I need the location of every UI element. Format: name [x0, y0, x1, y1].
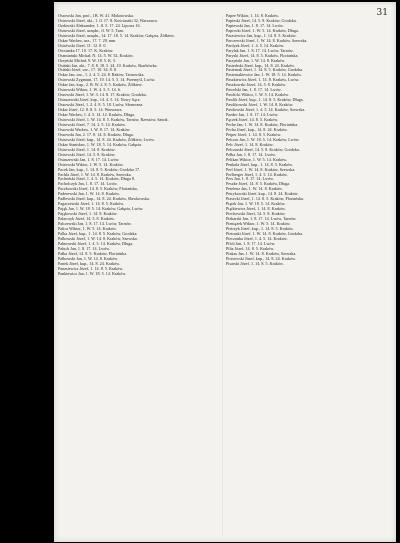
- entry-text: Papiewski Jan, 1. 8. 17. 14. Lwów.: [226, 22, 284, 28]
- entry-text: Padlewski Józef, kup., 14. 8. 24. Kraków, Sławkowska.: [58, 196, 150, 202]
- entry-text: Pers Jan, 1. 8. 17. 14. Lwów.: [226, 176, 274, 182]
- entry-text: Petrykowski Józef, kup., 14. 8. 24. Kraków.: [226, 191, 299, 197]
- entry-text: Pankiewicz Jan, 1. W. 18. 5. 14. Kraków.: [58, 270, 127, 276]
- entry-text: Ostaszewski Jan, 1. 8. 17. 14. Lwów.: [58, 156, 120, 162]
- entry-text: Petelenz Jan, 1. W. 14. 8. Kraków.: [226, 186, 283, 192]
- entry-text: Ossowski Józef, 1. 2. 4. 8. 5. 18. Lwów, Słoneczna.: [58, 102, 144, 108]
- entry-text: Peche Jan, 1. W. 14. 8. Kraków, Floriańska.: [226, 121, 299, 127]
- entry-text: Oskar Wacław, 1. 4. 5. 14. 12. Kraków, Długa.: [58, 112, 136, 118]
- entry-text: Ostrowski Józef, kup., 14. 8. 24. Kraków, Żółkiew, Lwów.: [58, 136, 155, 142]
- entry-text: Piasecki Józef, 1. 14. 8. 5. Kraków, Floriańska.: [226, 196, 305, 202]
- entry-text: Oskar Jan, urz., 1. 2. 4. 5. 24. 8. Raków, Tarnowska.: [58, 72, 145, 78]
- entry-text: Pacek Jan, kup., 1. 14. 8. 5. Kraków, Grodzka 17.: [58, 166, 141, 172]
- entry-text: Pagaczewski Józef, 1. 14. 8. 5. Kraków.: [58, 201, 124, 207]
- entry-text: Pasternakiewicz Jan, 1. W. 18. 5. 14. Kraków.: [226, 72, 302, 78]
- entry-text: Pałkowski Jan, 1. W. 14. 8. Kraków.: [58, 255, 119, 261]
- entry-text: Perlberger Józef, 1. 4. 5. 14. Kraków.: [226, 171, 288, 177]
- entry-text: Pisarski Józef, 1. 14. 8. 5. Kraków.: [226, 260, 284, 266]
- entry-text: Pinkas Jan, 1. W. 14. 8. Kraków, Szewska.: [226, 250, 297, 256]
- entry-text: Ostrowski Zygmunt, 17. 10. 14. 5. 5. 14. Przemyśl, Lwów.: [58, 77, 156, 83]
- entry-text: Ossowski Wacław, 1. W. 8. 17. 14. Kraków.: [58, 126, 131, 132]
- entry-text: Piekarski Jan, 1. 8. 17. 14. Lwów, Tarnów.: [226, 216, 297, 222]
- entry-text: Oszmiański Michał, N. 14. 5. W. 52, Kraków.: [58, 52, 134, 58]
- entry-text: Pawłowski Józef, 1. 4. 5. 14. Kraków, Szewska.: [226, 107, 306, 113]
- entry-text: Panasiewicz Józef, 1. 14. 8. 5. Kraków.: [58, 265, 124, 271]
- directory-entry: [58, 272, 218, 277]
- entry-text: Pasternak Józef, 1. 14. 8. 5. Kraków, Grodzka.: [226, 67, 304, 73]
- entry-text: Oskar Stanisław, 1. W. 18. 5. 14. Kraków, Gałęzia.: [58, 141, 142, 147]
- entry-text: Papee Wiktor, 1. 14. 8. Kraków.: [226, 14, 279, 18]
- entry-text: Palica Wiktor, 1. W. 5. 14. Kraków.: [58, 225, 117, 231]
- entry-text: Pazdro Jan, 1. 8. 17. 14. Lwów.: [226, 112, 279, 118]
- column-divider: [222, 16, 223, 536]
- entry-text: Pelikan Wiktor, 1. W. 5. 14. Kraków.: [226, 156, 287, 162]
- entry-text: Ostrowski Wiktor, 1. W. 4. 5. 5. 14. 6.: [58, 87, 121, 93]
- entry-text: Paczkowski Józef, 14. 8. 5. Kraków, Floriańska.: [58, 186, 138, 192]
- entry-text: Piątek Jan, 1. W. 18. 5. 14. Kraków.: [226, 201, 286, 207]
- document-page: [54, 2, 396, 542]
- entry-text: Pelczar Jan, 1. W. 18. 5. 14. Kraków, Lwów.: [226, 136, 300, 142]
- entry-text: Piechowski Józef, 14. 5. 8. Kraków.: [226, 211, 286, 217]
- entry-text: Ostrówski Józef, 11. 12. 8. 0.: [58, 42, 107, 48]
- entry-text: Paprocki Józef, 1. W. 5. 14. Kraków, Długa.: [226, 27, 299, 33]
- entry-text: Ostrowski Józef, 14. 5. 8. Kraków.: [58, 151, 116, 157]
- entry-text: Pieniążek Wiktor, 1. W. 5. 14. Kraków.: [226, 221, 291, 227]
- entry-text: Parylak Jan, 1. 8. 17. 14. Lwów, Tarnów.: [226, 47, 294, 53]
- page-number: 31: [376, 8, 388, 18]
- entry-text: Paderewski Jan, 1. W. 14. 8. Kraków.: [58, 191, 120, 197]
- entry-text: Pachla Józef, 1. W. 14. 8. Kraków, Szewska.: [58, 171, 132, 177]
- entry-text: Ozdowski Aleksander, 1. fl. 5. 17. 24. Lipowa 16.: [58, 22, 141, 28]
- entry-text: Pawlik Józef, kup., 1. 14. 8. 5. Kraków, Długa.: [226, 97, 304, 103]
- entry-text: Ossowski Józef, 1. W. 3. 14. 8. 17. Kraków, Grodzka.: [58, 92, 147, 98]
- entry-text: Piltz Józef, 14. 8. 5. Kraków.: [226, 245, 275, 251]
- entry-text: Pecha Józef, kup., 14. 8. 24. Kraków.: [226, 126, 288, 132]
- entry-text: Oskar Jan, kup., 2. B. W. 2. 8. 5. Kraków, Żółkiew.: [58, 82, 143, 88]
- left-column: [58, 14, 218, 538]
- entry-text: Osiński Józef, urz., 17. 10. 34. 8. 8.: [58, 67, 117, 73]
- entry-text: Pełka Jan, 1. 8. 17. 14. Lwów.: [226, 151, 276, 157]
- entry-text: Pardyak Józef, 1. 4. 5. 14. Kraków.: [226, 42, 285, 48]
- entry-text: Oskar Wacław, urz., 17. 7. 29, mm.: [58, 37, 117, 43]
- entry-text: Pasierbski Józef, kup., 14. 8. 24. Kraków.: [226, 62, 295, 68]
- entry-text: Pawlicki Wiktor, 1. W. 5. 14. Kraków.: [226, 92, 290, 98]
- entry-text: Pietrzyk Józef, kup., 1. 14. 8. 5. Kraków.: [226, 225, 294, 231]
- entry-text: Penkala Józef, kup., 1. 14. 8. 5. Kraków.: [226, 161, 294, 167]
- entry-text: Ostrowski Józef, akt., 1. fl. 17. 8. Kościuszki 32, Warszawa.: [58, 17, 158, 23]
- entry-text: Pączek Józef, 14. 8. 5. Kraków.: [226, 117, 279, 123]
- entry-text: Palarczyk Józef, 14. 5. 8. Kraków.: [58, 216, 115, 222]
- entry-text: Paluch Jan, 1. 8. 17. 14. Lwów.: [58, 245, 110, 251]
- entry-text: Paszkiewicz Józef, 1. 14. 8. Kraków, Lwów.: [226, 77, 300, 83]
- entry-text: Orzyński Michał, 9. W. 18. 5. K. 5.: [58, 57, 117, 63]
- entry-text: Parasiewicz Jan, kup., 1. 14. 8. 5. Kraków.: [226, 32, 297, 38]
- entry-text: Ostaszewski Józef, kup., 14. 4. 5. 14. Nowy Sącz.: [58, 97, 141, 103]
- entry-text: Owsianka 17. 10. 17. K. Kraków.: [58, 47, 114, 53]
- right-column: [226, 14, 386, 538]
- entry-text: Pelc Józef, 1. 14. 8. Kraków.: [226, 141, 274, 147]
- entry-text: Ossowski Jan, 2. 17. 8. 14. 8. Kraków, Długa.: [58, 131, 134, 137]
- entry-text: Pelczarski Józef, 14. 5. 8. Kraków, Grodzka.: [226, 146, 300, 152]
- entry-text: Ostrowski Józef, 7. 14. 2. 5. 14. Kraków.: [58, 121, 126, 127]
- entry-text: Ostrowski Józef, 1. W. 14. 8. 5. Kraków, Tarnów, Rzeszów, Sanok.: [58, 117, 169, 123]
- entry-text: Pawlikowski Józef, 1. W. 14. 8. Kraków.: [226, 102, 294, 108]
- entry-text: Pająkowski Józef, 1. 14. 8. Kraków.: [58, 211, 118, 217]
- entry-text: Peszke Józef, 14. 8. 5. Kraków, Długa.: [226, 181, 291, 187]
- entry-text: Pacholczyk Jan, 1. 8. 17. 14. Lwów.: [58, 181, 118, 187]
- entry-text: Palkowski Józef, 1. W. 14. 8. Kraków, Szewska.: [58, 235, 138, 241]
- entry-text: Palczewski Jan, 1. 8. 17. 14. Lwów, Tarnów.: [58, 221, 132, 227]
- directory-entry: [226, 262, 386, 267]
- entry-text: Ostrowski Józef, 1. 14. 8. Kraków.: [58, 146, 116, 152]
- entry-text: Parzyński Jan, 1. W. 14. 8. Kraków.: [226, 57, 286, 63]
- entry-text: Palka Józef, kup., 1. 14. 8. 5. Kraków, Grodzka.: [58, 230, 138, 236]
- entry-text: Paryski Józef, 14. 8. 5. Kraków, Floriańska.: [226, 52, 299, 58]
- entry-text: Ossowski Jan, prof., 1B. W. 41. Mokotowska.: [58, 14, 135, 18]
- entry-text: Panek Józef, kup., 14. 8. 24. Kraków.: [58, 260, 120, 266]
- entry-text: Ostrowski Józef, urzędn., fl. W. 5. Tam.: [58, 27, 124, 33]
- entry-text: Paszkowski Józef, 14. 5. 8. Kraków.: [226, 82, 287, 88]
- entry-text: Perl Józef, 1. W. 14. 8. Kraków, Szewska.: [226, 166, 296, 172]
- entry-text: Oskar Józef, 12. 8. 8. 5. 14. Warszawa.: [58, 107, 123, 113]
- entry-text: Peiper Józef, 1. 14. 8. 5. Kraków.: [226, 131, 282, 137]
- entry-text: Pawelski Jan, 1. 8. 17. 14. Lwów.: [226, 87, 282, 93]
- entry-text: Ostrowski Wiktor, 1. W. 5. 14. Kraków.: [58, 161, 124, 167]
- entry-text: Piątkiewicz Józef, 1. 14. 8. Kraków.: [226, 206, 286, 212]
- entry-text: Palmowski Józef, 1. 4. 5. 14. Kraków, Długa.: [58, 240, 134, 246]
- entry-text: Pieczonka Józef, 1. 4. 5. 14. Kraków.: [226, 235, 288, 241]
- entry-text: Parczewski Józef, 1. W. 14. 8. Kraków, Szewska.: [226, 37, 308, 43]
- entry-text: Piotrowski Józef, kup., 14. 8. 24. Kraków.: [226, 255, 296, 261]
- entry-text: Pilch Jan, 1. 8. 17. 14. Lwów.: [226, 240, 276, 246]
- entry-text: Pietruski Józef, 1. W. 14. 8. Kraków, Grodzka.: [226, 230, 304, 236]
- entry-text: Papieski Józef, 14. 5. 8. Kraków, Grodzka.: [226, 17, 297, 23]
- entry-text: Osiński Jan, akt., 7. 8. 8. 18. 5. 24. 10. Kraków, Skarbówka.: [58, 62, 158, 68]
- entry-text: Pachoński Józef, 1. 4. 5. 14. Kraków, Długa 8.: [58, 176, 135, 182]
- entry-text: Pająk Jan, 1. W. 18. 5. 14. Kraków, Gałęzia, Lwów.: [58, 206, 144, 212]
- entry-text: Ostrowski Józef, urzędn., 14. 17. 18. 5. 14. Kraków, Gałęzia, Żółkiew.: [58, 32, 175, 38]
- entry-text: Pałka Józef, 14. 8. 5. Kraków, Floriańska.: [58, 250, 128, 256]
